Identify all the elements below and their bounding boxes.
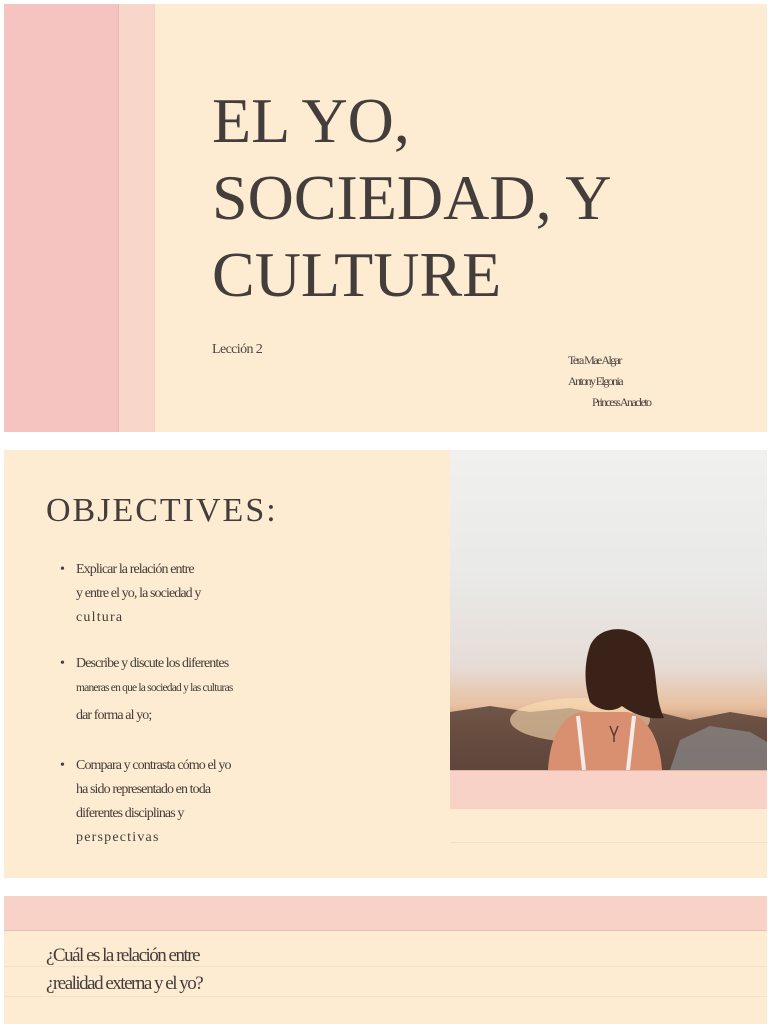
bullet-text-line: cultura — [76, 610, 124, 625]
bullet-text-line: maneras en que la sociedad y las culturas — [76, 682, 233, 694]
question-line: ¿Cuál es la relación entre — [46, 945, 200, 966]
divider — [450, 842, 767, 843]
list-item — [58, 558, 200, 630]
woman-sunset-photo — [450, 450, 767, 770]
photo-illustration — [450, 450, 767, 770]
list-item — [58, 754, 231, 850]
objectives-heading: OBJECTIVES: — [46, 492, 278, 529]
bullet-text-line: y entre el yo, la sociedad y — [76, 586, 201, 601]
decorative-pink-band — [4, 4, 118, 432]
author-name: Antony Elgonia — [568, 374, 622, 388]
lesson-label: Lección 2 — [212, 342, 263, 357]
list-item — [58, 652, 233, 728]
question-slide — [4, 896, 767, 1024]
photo-caption-bar — [450, 770, 767, 809]
bullet-text-line: diferentes disciplinas y — [76, 806, 184, 821]
bullet-text-line: dar forma al yo; — [76, 708, 152, 723]
objectives-slide — [4, 450, 767, 878]
author-name: Princess Anacleto — [592, 395, 651, 409]
title-slide — [4, 4, 767, 432]
question-line: ¿realidad externa y el yo? — [46, 973, 203, 994]
slide-title: EL YO, SOCIEDAD, Y CULTURE — [212, 85, 612, 310]
bullet-text-line: perspectivas — [76, 830, 160, 845]
header-band — [4, 896, 767, 931]
decorative-light-band — [118, 4, 155, 432]
author-name: Tera Mae Algar — [568, 353, 621, 367]
bullet-text-line: • Compara y contrasta cómo el yo — [76, 758, 231, 773]
author-list — [560, 350, 650, 413]
bullet-text-line: • Describe y discute los diferentes — [76, 656, 229, 671]
bullet-text-line: ha sido representado en toda — [76, 782, 211, 797]
question-text — [46, 942, 202, 998]
bullet-text-line: • Explicar la relación entre — [76, 562, 194, 577]
